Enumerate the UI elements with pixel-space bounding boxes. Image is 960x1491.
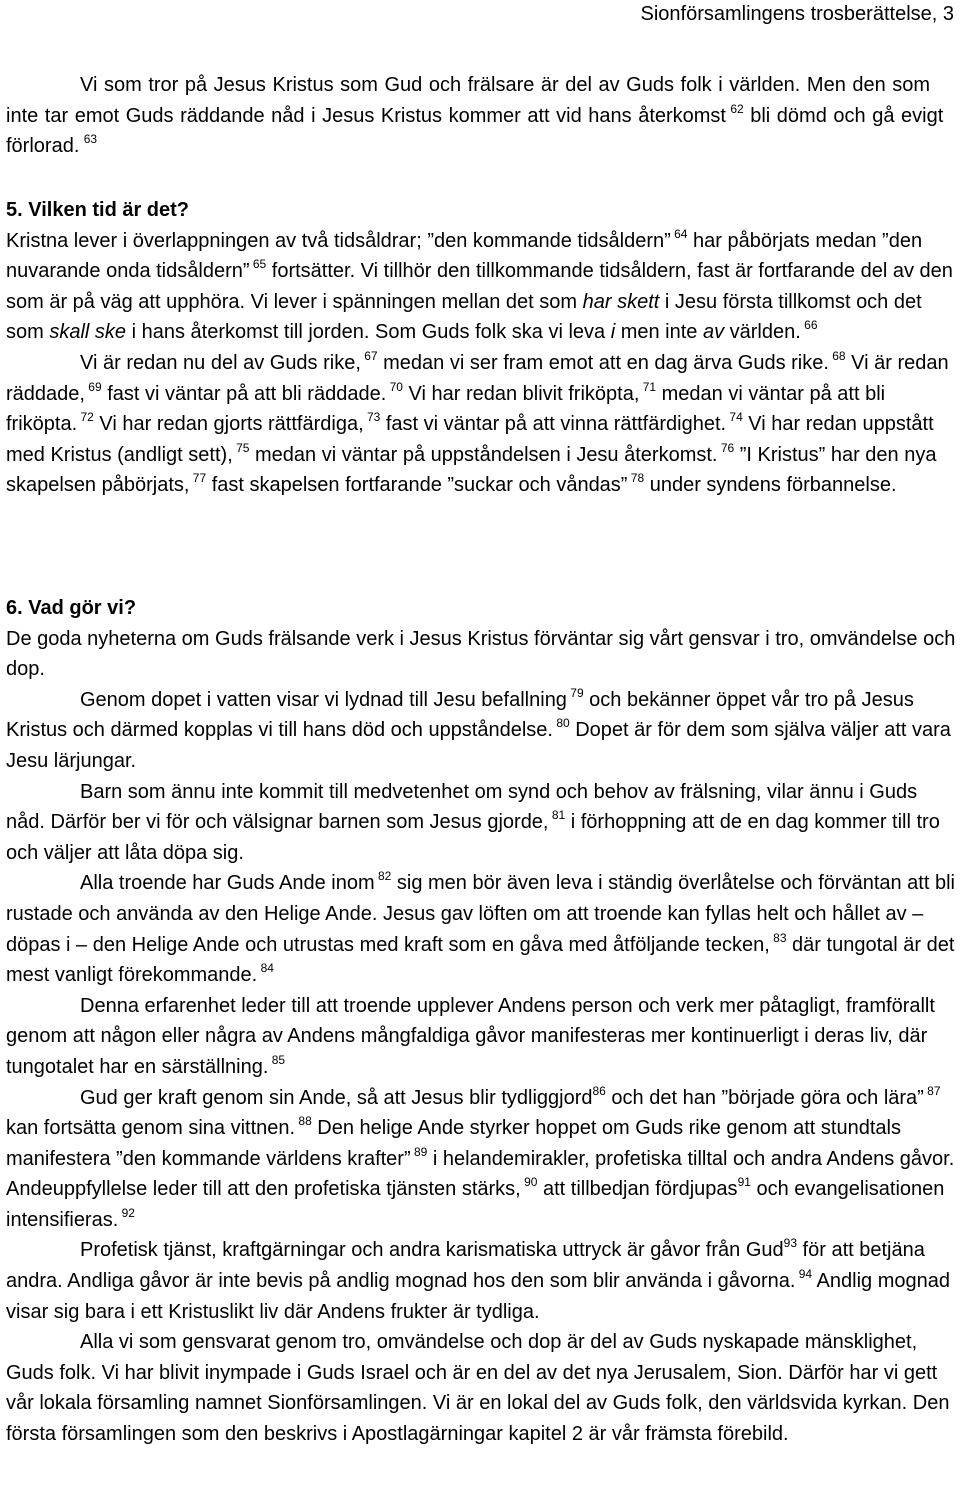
emphasis: av: [702, 321, 725, 344]
footnote-ref: 62: [726, 101, 744, 116]
footnote-ref: 64: [670, 226, 688, 241]
footnote-ref: 70: [386, 379, 403, 394]
text-run: fast skapelsen fortfarande ”suckar och våndas”: [206, 474, 628, 497]
text-run: i hans återkomst till jorden. Som Guds folk ska vi leva: [126, 321, 611, 344]
section-5: [6, 195, 958, 501]
text-run: i Jesu första tillkomst och det som: [6, 290, 922, 344]
footnote-ref: 87: [923, 1083, 941, 1098]
footnote-ref: 67: [360, 348, 378, 363]
text-run: medan vi väntar på uppståndelsen i Jesu återkomst.: [249, 443, 718, 466]
paragraph: [6, 226, 958, 348]
footnote-ref: 65: [249, 257, 267, 272]
text-run: Genom dopet i vatten visar vi lydnad till Jesu befallning: [80, 688, 567, 711]
paragraph: [6, 1083, 958, 1236]
footnote-ref: 68: [828, 348, 846, 363]
footnote-ref: 90: [520, 1175, 538, 1190]
paragraph: [6, 777, 958, 869]
footnote-ref: 91: [737, 1175, 751, 1190]
text-run: ”I Kristus” har den nya skapelsen påbörjats,: [6, 443, 937, 497]
footnote-ref: 74: [726, 410, 743, 425]
text-run: Vi är redan räddade,: [6, 351, 949, 405]
document-title: Sionförsamlingens trosberättelse, 3: [640, 3, 954, 25]
text-run: Barn som ännu inte kommit till medvetenhet om synd och behov av frälsning, vilar ännu i Guds nåd. Därför ber vi för och välsignar barnen som Jesus gjorde,: [6, 780, 918, 834]
footnote-ref: 76: [717, 440, 735, 455]
footnote-ref: 88: [295, 1114, 312, 1129]
text-run: fortsätter. Vi tillhör den tillkommande tidsåldern, fast är fortfarande del av den som är på väg att upphöra. Vi lever i spänningen mellan det som: [6, 260, 953, 313]
footnote-ref: 93: [783, 1236, 797, 1251]
footnote-ref: 84: [257, 961, 274, 976]
text-run: Alla vi som gensvarat genom tro, omvändelse och dop är del av Guds nyskapade mänsklighet, Guds folk. Vi har blivit inympade i Guds Israel och är en del av det nya Jerusalem, Sion. Därför har vi gett vår lokala församling namnet Sionförsamlingen. Vi är en lokal del av Guds folk, den världsvida kyrkan. Den första församlingen som den beskrivs i Apostlagärningar kapitel 2 är vår främsta förebild.: [6, 1331, 950, 1446]
footnote-ref: 75: [232, 440, 250, 455]
footnote-ref: 85: [268, 1052, 286, 1067]
text-run: i helandemirakler, profetiska tilltal och andra Andens gåvor. Andeuppfyllelse leder till att den profetiska tjänsten stärks,: [6, 1147, 955, 1201]
paragraph: [6, 70, 958, 162]
text-run: Vi som tror på Jesus Kristus som Gud och frälsare är del av Guds folk i världen. Men den som inte tar emot Guds räddande nåd i Jesus Kristus kommer att vid hans återkomst: [6, 74, 931, 127]
paragraph: [6, 1235, 958, 1327]
paragraphs: [6, 624, 958, 1450]
emphasis: skall ske: [49, 321, 127, 344]
footnote-ref: 77: [189, 471, 207, 486]
footnote-ref: 89: [410, 1144, 428, 1159]
text-run: där tungotal är det mest vanligt förekommande.: [6, 933, 955, 987]
text-run: medan vi väntar på att bli friköpta.: [6, 382, 886, 436]
footnote-ref: 86: [592, 1083, 606, 1098]
footnote-ref: 81: [548, 808, 566, 823]
text-run: Gud ger kraft genom sin Ande, så att Jesus blir tydliggjord: [80, 1086, 593, 1109]
footnote-ref: 92: [118, 1205, 135, 1220]
paragraphs: [6, 226, 958, 501]
emphasis: har skett: [582, 290, 660, 313]
text-run: och evangelisationen intensifieras.: [6, 1178, 945, 1231]
footnote-ref: 72: [77, 410, 94, 425]
section-intro: [6, 70, 958, 162]
text-run: bli dömd och gå evigt förlorad.: [6, 104, 944, 158]
footnote-ref: 94: [795, 1267, 813, 1282]
footnote-ref: 66: [800, 318, 818, 333]
footnote-ref: 79: [566, 685, 584, 700]
running-header: [0, 0, 954, 28]
text-run: fast vi väntar på att bli räddade.: [101, 382, 387, 405]
text-run: Vi har redan gjorts rättfärdiga,: [93, 413, 364, 436]
text-run: för att betjäna andra. Andliga gåvor är inte bevis på andlig mognad hos den som blir använda i gåvorna.: [6, 1239, 925, 1293]
paragraphs: [6, 70, 958, 162]
text-run: under syndens förbannelse.: [644, 474, 897, 497]
text-run: Vi har redan blivit friköpta,: [402, 382, 640, 405]
text-run: Vi har redan uppstått med Kristus (andligt sett),: [6, 413, 934, 466]
text-run: men inte: [615, 321, 703, 344]
footnote-ref: 73: [363, 410, 381, 425]
text-run: Alla troende har Guds Ande inom: [80, 872, 375, 895]
text-run: sig men bör även leva i ständig överlåtelse och förväntan att bli rustade och använda av den Helige Ande. Jesus gav löften om att troende kan fyllas helt och hållet av – döpas i – den Helige Ande och utrustas med kraft som en gåva med åtföljande tecken,: [6, 872, 955, 956]
section-heading: 6. Vad gör vi?: [6, 597, 137, 619]
text-run: Den helige Ande styrker hoppet om Guds rike genom att stundtals manifestera ”den kommande världens krafter”: [6, 1117, 901, 1170]
text-run: Dopet är för dem som själva väljer att vara Jesu lärjungar.: [6, 719, 951, 772]
paragraph: [6, 868, 958, 990]
section-heading: 5. Vilken tid är det?: [6, 199, 190, 221]
text-run: i förhoppning att de en dag kommer till tro och väljer att låta döpa sig.: [6, 811, 940, 864]
text-run: Vi är redan nu del av Guds rike,: [80, 351, 361, 374]
text-run: Denna erfarenhet leder till att troende upplever Andens person och verk mer påtagligt, framförallt genom att någon eller några av Andens mångfaldiga gåvor manifesteras mer kontinuerligt i deras liv, där tungotalet har en särställning.: [6, 994, 935, 1078]
paragraph: [6, 624, 958, 685]
text-run: Profetisk tjänst, kraftgärningar och andra karismatiska uttryck är gåvor från Gud: [80, 1239, 784, 1262]
text-run: fast vi väntar på att vinna rättfärdighet.: [380, 413, 727, 436]
paragraph: [6, 1327, 958, 1449]
text-run: medan vi ser fram emot att en dag ärva Guds rike.: [377, 351, 829, 374]
paragraph: [6, 348, 958, 501]
section-6: [6, 593, 958, 1450]
footnote-ref: 78: [627, 471, 645, 486]
footnote-ref: 80: [552, 716, 570, 731]
text-run: världen.: [724, 321, 801, 344]
text-run: och det han ”började göra och lära”: [605, 1086, 924, 1109]
text-run: och bekänner öppet vår tro på Jesus Kristus och därmed kopplas vi till hans död och uppståndelse.: [6, 688, 914, 742]
text-run: kan fortsätta genom sina vittnen.: [6, 1117, 296, 1140]
footnote-ref: 83: [769, 930, 787, 945]
text-run: Andlig mognad visar sig bara i ett Kristuslikt liv där Andens frukter är tydliga.: [6, 1270, 950, 1323]
emphasis: i: [610, 321, 616, 344]
footnote-ref: 71: [639, 379, 657, 394]
paragraph: [6, 685, 958, 777]
footnote-ref: 82: [374, 869, 392, 884]
footnote-ref: 63: [79, 132, 98, 147]
paragraph: [6, 991, 958, 1083]
text-run: De goda nyheterna om Guds frälsande verk i Jesus Kristus förväntar sig vårt gensvar i tro, omvändelse och dop.: [6, 627, 956, 681]
text-run: Kristna lever i överlappningen av två tidsåldrar; ”den kommande tidsåldern”: [6, 229, 671, 252]
text-run: att tillbedjan fördjupas: [537, 1178, 738, 1201]
text-run: har påbörjats medan ”den nuvarande onda tidsåldern”: [6, 229, 923, 283]
footnote-ref: 69: [84, 379, 102, 394]
